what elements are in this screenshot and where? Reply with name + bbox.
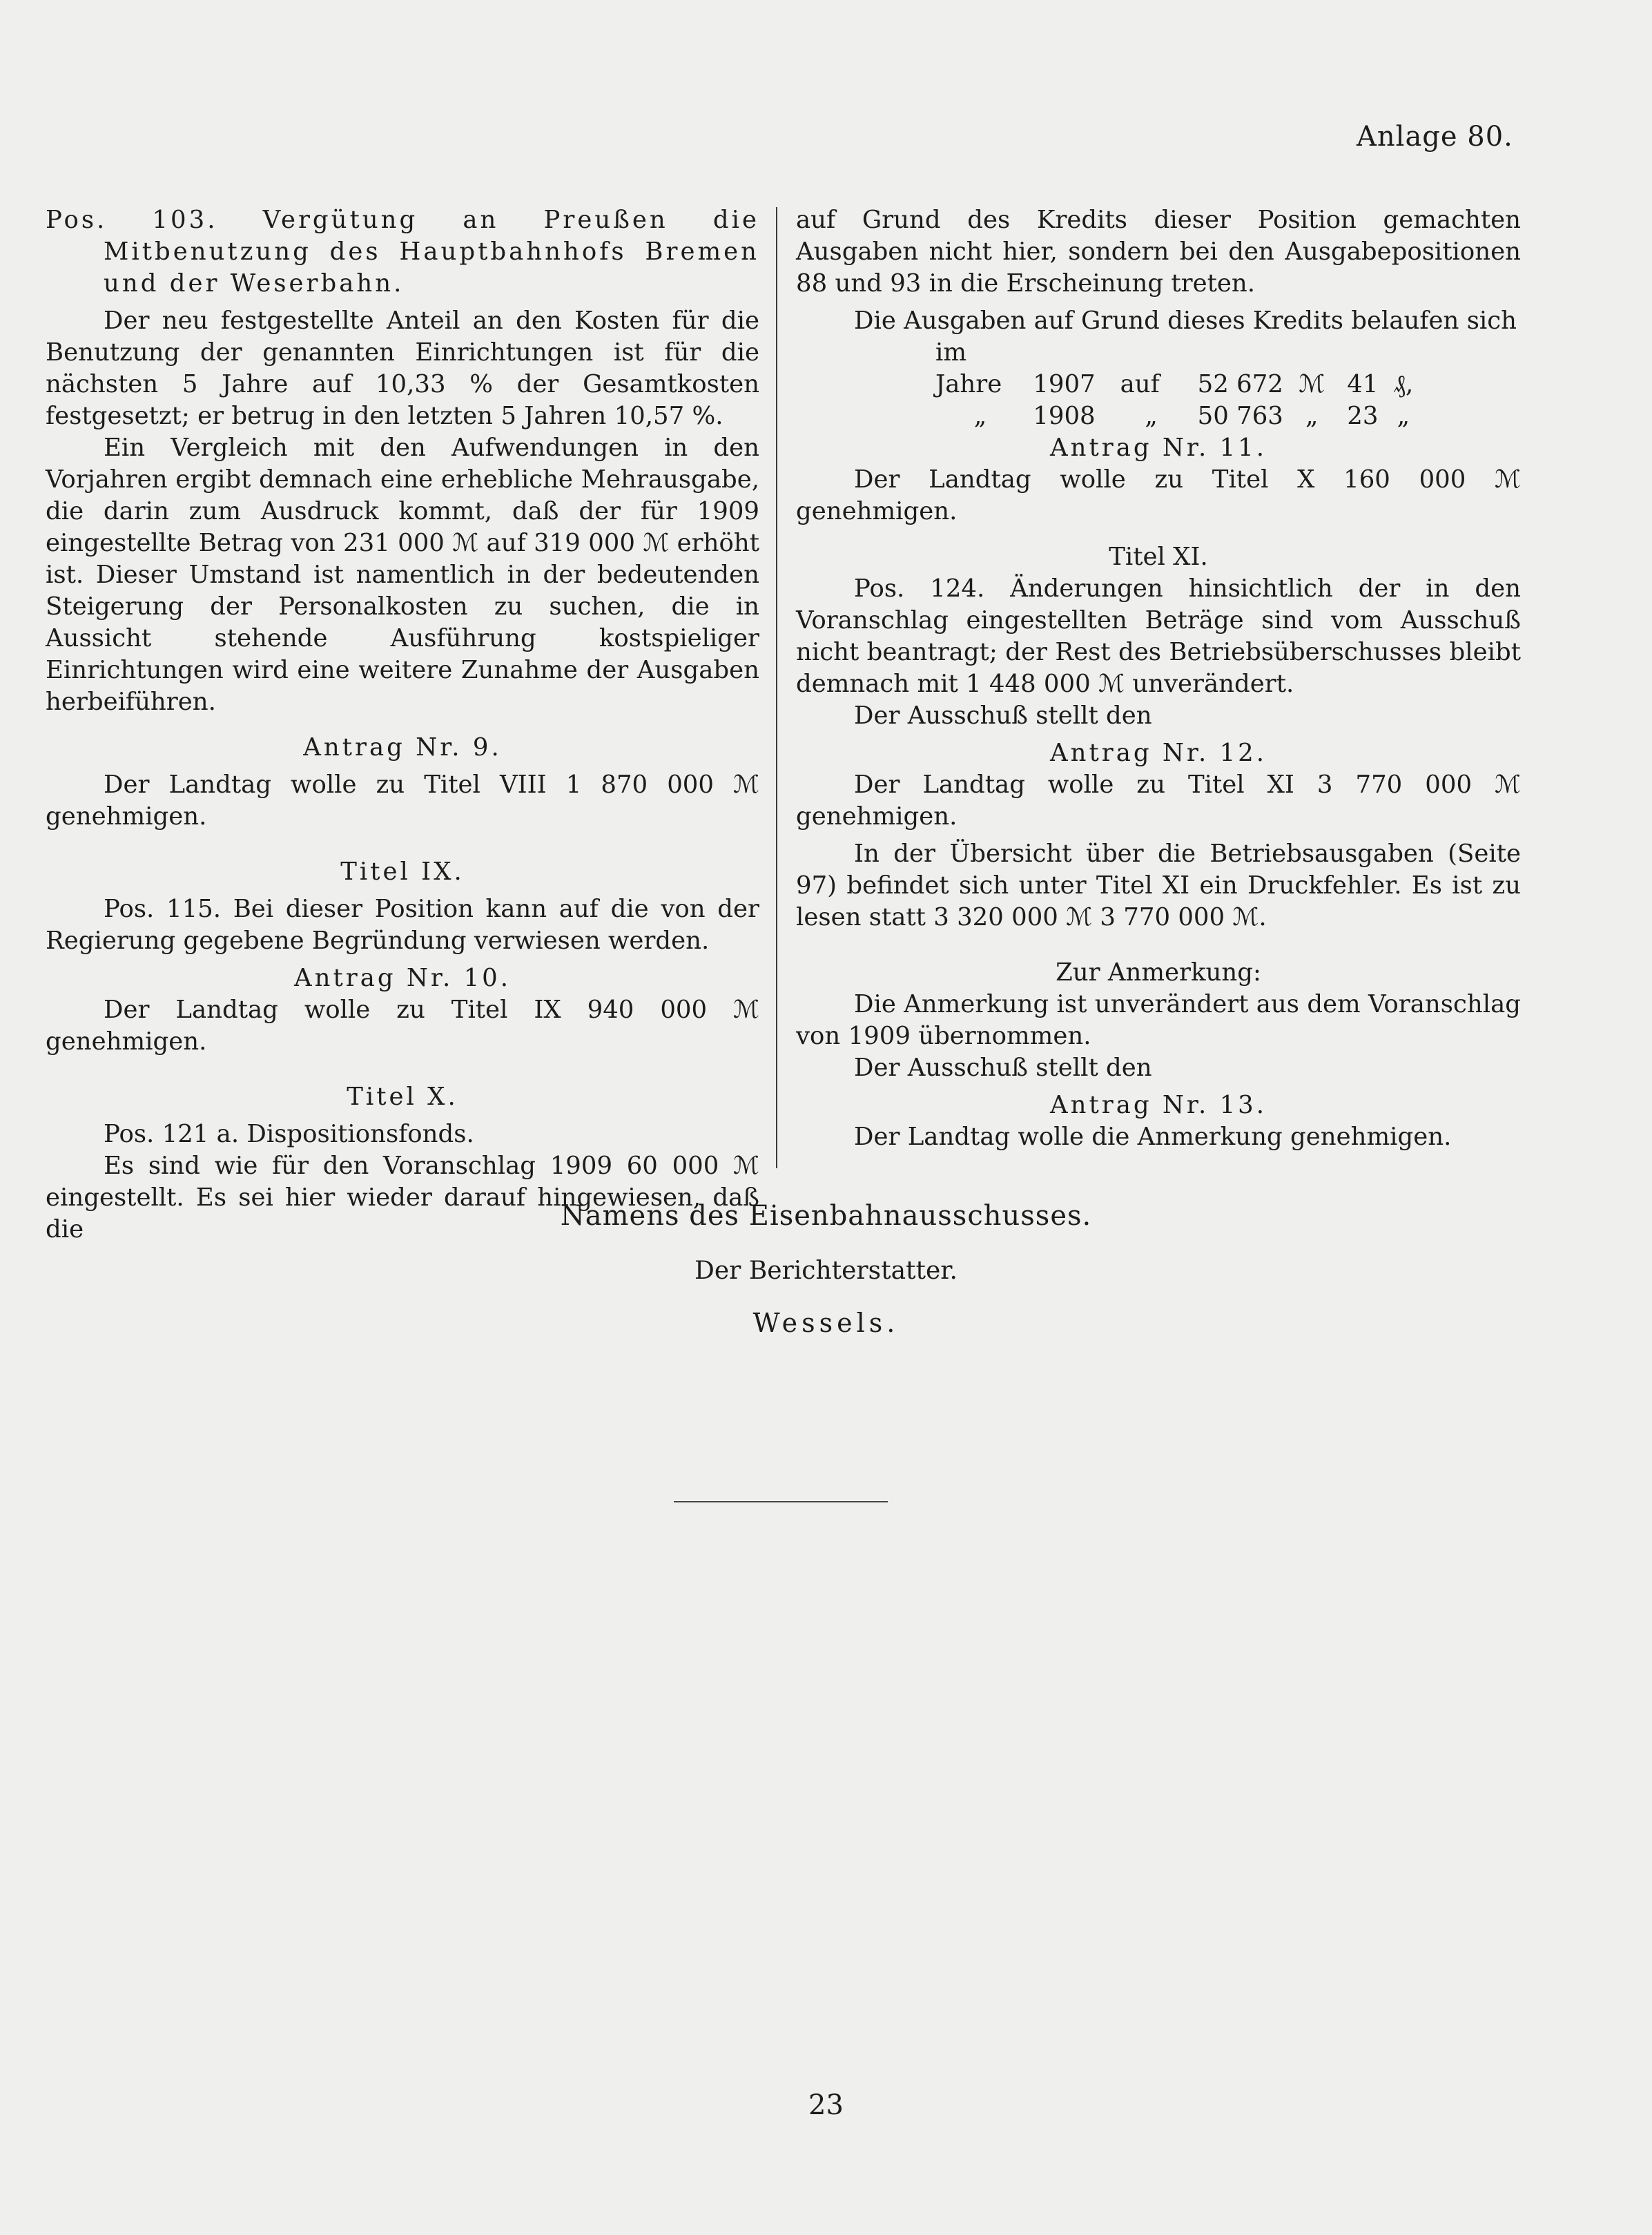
titel-11-heading: Titel XI. xyxy=(1109,543,1208,571)
anmerkung-text: Die Anmerkung ist unverändert aus dem Voranschlag von 1909 übernommen. xyxy=(796,990,1521,1050)
expense-marks: 52 672 xyxy=(1197,370,1283,398)
expense-year: 1908 xyxy=(1033,402,1096,430)
antrag-11-text: Der Landtag wolle zu Titel X 160 000 ℳ genehmigen. xyxy=(796,465,1521,525)
antrag-13-title: Antrag Nr. 13. xyxy=(1049,1091,1267,1119)
ausschuss-statement-2: Der Ausschuß stellt den xyxy=(854,1054,1152,1082)
antrag-11-title: Antrag Nr. 11. xyxy=(1049,434,1267,462)
antrag-10-title: Antrag Nr. 10. xyxy=(293,964,512,992)
expense-mark-unit: ℳ xyxy=(1299,370,1325,398)
titel-10-heading: Titel X. xyxy=(347,1083,458,1111)
expense-year: 1907 xyxy=(1033,370,1096,398)
expense-label: „ xyxy=(973,402,987,430)
antrag-9-text: Der Landtag wolle zu Titel VIII 1 870 000 ℳ genehmigen. xyxy=(46,771,759,831)
expense-pf: 41 xyxy=(1347,370,1379,398)
antrag-12-text: Der Landtag wolle zu Titel XI 3 770 000 ℳ genehmigen. xyxy=(796,771,1521,831)
expense-row-1907 xyxy=(796,337,1521,400)
antrag-10-text: Der Landtag wolle zu Titel IX 940 000 ℳ genehmigen. xyxy=(46,996,759,1056)
right-column xyxy=(796,204,1521,1153)
expense-marks: 50 763 xyxy=(1197,402,1283,430)
pos-115-text: Pos. 115. Bei dieser Position kann auf die von der Regierung gegebene Begründung verwiesen werden. xyxy=(46,895,759,955)
pos-121a-text: Es sind wie für den Voranschlag 1909 60 000 ℳ eingestellt. Es sei hier wieder darauf hingewiesen, daß die xyxy=(46,1152,759,1244)
ausschuss-statement-1: Der Ausschuß stellt den xyxy=(854,702,1152,730)
antrag-13-text: Der Landtag wolle die Anmerkung genehmigen. xyxy=(854,1123,1452,1151)
antrag-12-title: Antrag Nr. 12. xyxy=(1049,739,1267,767)
committee-signature: Namens des Eisenbahnausschusses. xyxy=(560,1200,1092,1232)
paragraph-vergleich: Ein Vergleich mit den Aufwendungen in den Vorjahren ergibt demnach eine erhebliche Mehrausgabe, die darin zum Ausdruck kommt, daß der für 1909 eingestellte Betrag von 231 000 ℳ auf 319 000 ℳ erhöht ist. Dieser Umstand ist namentlich in der bedeutenden Steigerung der Personalkosten zu suchen, die in Aussicht stehende Ausführung kostspieliger Einrichtungen wird eine weitere Zunahme der Ausgaben herbeiführen. xyxy=(46,434,759,716)
expense-row-1908 xyxy=(796,400,1521,432)
paragraph-anteil: Der neu festgestellte Anteil an den Kosten für die Benutzung der genannten Einrichtungen ist für die nächsten 5 Jahre auf 10,33 % der Gesamtkosten festgesetzt; er betrug in den letzten 5 Jahren 10,57 %. xyxy=(46,307,759,430)
expense-pf-unit: „ xyxy=(1397,402,1410,430)
antrag-9-title: Antrag Nr. 9. xyxy=(303,733,502,762)
pos-124-text: Pos. 124. Änderungen hinsichtlich der in den Voranschlag eingestellten Beträge sind vom Ausschuß nicht beantragt; der Rest des Betriebsüberschusses bleibt demnach mit 1 448 000 ℳ unverändert. xyxy=(796,574,1521,698)
expense-mark-unit: „ xyxy=(1305,402,1319,430)
continuation-text: auf Grund des Kredits dieser Position gemachten Ausgaben nicht hier, sondern bei den Ausgabepositionen 88 und 93 in die Erscheinung treten. xyxy=(796,206,1521,298)
expense-pf-unit: ₰, xyxy=(1393,370,1414,398)
pos-103-heading: Pos. 103. Vergütung an Preußen die Mitbenutzung des Hauptbahnhofs Bremen und der Weserbahn. xyxy=(46,206,759,298)
left-column xyxy=(46,204,759,1246)
expense-prep: „ xyxy=(1145,402,1158,430)
closing-rule xyxy=(674,1501,888,1502)
expenses-intro: Die Ausgaben auf Grund dieses Kredits belaufen sich xyxy=(854,307,1517,335)
expense-pf: 23 xyxy=(1347,402,1379,430)
column-divider xyxy=(776,207,777,1168)
druckfehler-text: In der Übersicht über die Betriebsausgaben (Seite 97) befindet sich unter Titel XI ein Druckfehler. Es ist zu lesen statt 3 320 000 ℳ 3 770 000 ℳ. xyxy=(796,840,1521,931)
reporter-name: Wessels. xyxy=(752,1308,900,1338)
expense-prep: auf xyxy=(1120,370,1160,398)
pos-121a-heading: Pos. 121 a. Dispositionsfonds. xyxy=(104,1120,474,1148)
page-number: 23 xyxy=(808,2089,844,2121)
titel-9-heading: Titel IX. xyxy=(340,858,465,886)
annex-label: Anlage 80. xyxy=(1357,121,1513,153)
reporter-role: Der Berichterstatter. xyxy=(694,1257,958,1285)
anmerkung-heading: Zur Anmerkung: xyxy=(1056,958,1261,987)
expense-label: im Jahre xyxy=(935,338,1002,398)
